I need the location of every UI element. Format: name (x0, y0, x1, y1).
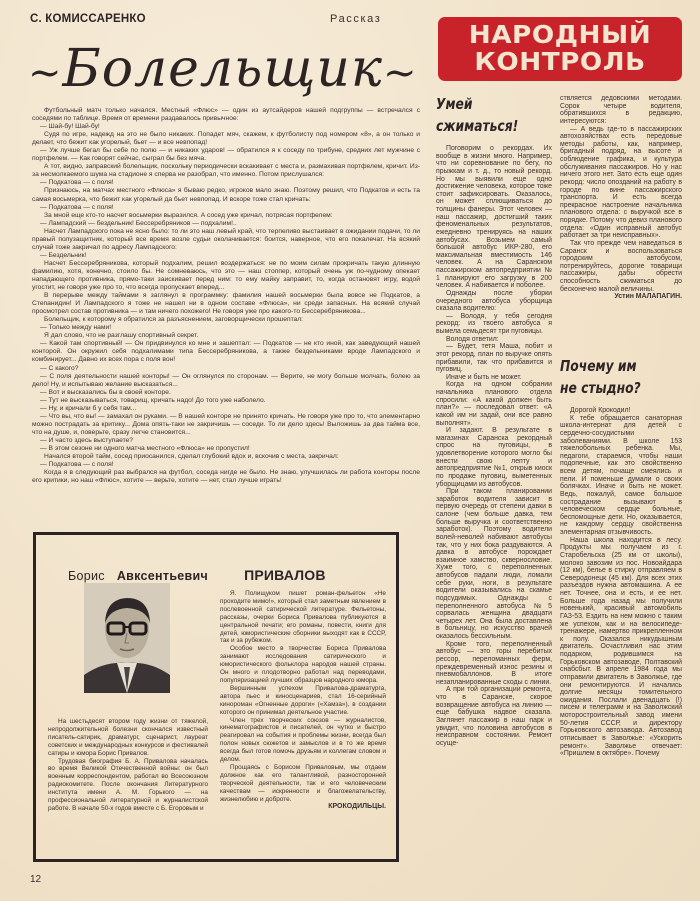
paragraph: — Вот и высказались бы в своей конторе. (40, 388, 171, 396)
story-genre: Рассказ (330, 13, 382, 25)
paragraph: — Будет, тетя Маша, побит и этот рекорд, план по выручке опять прибавили, так что прибавится и пуговиц. (436, 343, 552, 374)
paragraph: Иначе и быть не может. (446, 373, 522, 381)
paragraph: Начался второй тайм, сосед приосанился, сделал глубокий вдох и, вскочив с места, закричал: (44, 453, 339, 461)
article1-signature: Устин МАЛАПАГИН. (614, 293, 682, 301)
paragraph: — С поля деятельности нашей конторы! — Он оглянулся по сторонам. — Верите, не могу больше молчать, болею за дело! Ну, и испытываю желание высказаться... (32, 372, 420, 388)
obituary-signature: КРОКОДИЛЬЦЫ. (328, 803, 386, 811)
paragraph: Когда я в следующий раз выбрался на футбол, соседа нигде не было. Не знаю, улучшилась ли работа конторы после его критики, но наш «Флюс», хотите — верьте, хотите — нет, стал лучше играть! (32, 469, 420, 485)
article1-column-1 (436, 95, 552, 747)
paragraph: Прощаясь с Борисом Приваловым, мы отдаем должное как его талантливой, разносторонней творческой деятельности, так и его человеческим качествам — искренности и благожелательству, жизнелюбию и доброте. (220, 763, 386, 803)
article1-column-1-text (436, 145, 552, 747)
paragraph: — Тут не высказываться, товарищ, кричать надо! До того уже наболело. (40, 396, 266, 404)
story-body (32, 107, 420, 485)
paragraph: Судя по игре, надежд на это не было никаких. Попадет мяч, скажем, к футболисту под номером «8», а он только и делает, что бежит как угорелый, бьет — и все невпопад! (32, 131, 420, 147)
paragraph: Футбольный матч только начался. Местный «Флюс» — один из аутсайдеров нашей подгруппы — встречался с соседями по таблице. Время от времени раздавалось привычное: (32, 107, 420, 123)
obituary-left-column (48, 718, 208, 813)
portrait-photo (84, 583, 170, 693)
paragraph: — Шай-бу! Шай-бу! (40, 123, 100, 131)
paragraph: Насчет Лампадского пока не ясно было: то ли это наш левый край, что терпеливо выстаивает в ожидании подачи, то ли правый полузащитник, который все время возле судьи околачивается: боится, наверное, что его покалечат. На всякий случай тоже закричал по адресу Лампадского: (32, 227, 420, 251)
paragraph: — В этом сезоне ни одного матча местного «Флюса» не пропустил! (40, 444, 250, 452)
story-title-text: Болельщик (62, 39, 383, 99)
paragraph: Поговорим о рекордах. Их вообще в жизни много. Например, что ни соревнование по бегу, по прыжкам и т. д., то новый рекорд. Но мы выявили еще одно достижение человека, которое тоже стоит зафиксировать. Оказалось, он может сплющиваться до толщины фанеры. Этот человек — наш пассажир, достигший таких феноменальных результатов, ежедневно тренируясь на наших автобусах. Возьмем самый большой автобус ИКР-280, его максимальная вместимость 146 человек. А на Саранском пассажирском автопредприятии № 1 планируют его загрузку в 200 человек. А набивается и поболее. (436, 145, 552, 290)
article1-column-2 (560, 95, 682, 301)
obituary-last-name: ПРИВАЛОВ (244, 567, 326, 583)
paragraph: — С какого? (40, 364, 79, 372)
article1-column-2-text (560, 95, 682, 293)
portrait-photo-icon (84, 583, 170, 693)
paragraph: — Только между нами! (40, 324, 112, 332)
page-number: 12 (30, 874, 42, 885)
paragraph: А при той организации ремонта, что в Саранске, скорое возвращение автобуса на линию — еще бабушка надвое сказала. Заглянет пассажир в наш парк и увидит, что половина автобусов в неисправном состоянии. Ремонт осуще- (436, 686, 552, 747)
obituary-box (33, 532, 399, 862)
article1-title-line-2: сжиматься! (436, 117, 519, 135)
story-author: С. КОМИССАРЕНКО (30, 13, 146, 25)
paragraph: Так что прежде чем наведаться в Саранск и воспользоваться городским автобусом, потренируйтесь, дорогие товарищи пассажиры, дабы обрести способность сжиматься до бесконечно малой величины. (560, 239, 682, 293)
article1-title-line-1: Умей (436, 95, 473, 113)
paragraph: И задают. В результате в магазинах Саранска рекордный спрос на пуговицы, в удовлетворение которого могло бы внести свою лепту и автопредприятие №1, открыв киоск по продаже пуговиц, выметенных уборщицами из автобусов. (436, 427, 552, 488)
paragraph: — А ведь где-то в пассажирских автохозяйствах есть передовые методы работы, как, например, бригадный подряд, на высоте и соблюдение графика, и культура обслуживания пассажиров. Но у нас ничего этого нет. Зато есть еще один рекорд: число опозданий на работу в городе по вине пассажирского транспорта. И есть всегда прекрасное настроение начальника планового отдела: с выручкой все в порядке. Потому что девиз планового отдела: «Один исправный автобус работает за три неисправных». (560, 125, 682, 240)
paragraph: Однажды после уборки очередного автобуса уборщица сказала водителю: (436, 289, 552, 313)
article2-text (560, 407, 682, 758)
paragraph: — И часто здесь выступаете? (40, 436, 133, 444)
paragraph: — Подкатова — с поля! (40, 461, 114, 469)
flourish-left-icon: ~ (28, 50, 63, 96)
article2-title-line-1: Почему им (560, 357, 637, 375)
story-title (28, 36, 418, 102)
paragraph: Признаюсь, на матчах местного «Флюса» я бываю редко, игроков мало знаю. Поэтому решил, что Подкатов и есть та самая восьмерка, что бежит как угорелый да бьет невпопад. И вскоре тоже стал кричать: (32, 187, 420, 203)
paragraph: Когда на одном собрании начальника планового отдела спросили: «А какой должен быть план?» — последовал ответ: «А какой им ни задай, они все равно выполнят». (436, 381, 552, 427)
flourish-right-icon: ~ (382, 50, 418, 96)
paragraph: Болельщик, к которому я обратился за разъяснением, заговорщически прошептал: (44, 316, 304, 324)
paragraph: Насчет Бессеребряникова, который подхалим, решил воздержаться: не по моим силам прокричать такую длинную фамилию, хотя, конечно, стоило бы. Не сомневаюсь, что это — наш стоппер, который очень уж по-чудному опекает нападающего противника, прямо-таки заискивает перед ним: то ему майку заправит, то, когда остановят игру, водой угостит, не говоря уже про то, что всегда пропускает вперед... (32, 259, 420, 292)
paragraph: Дорогой Крокодил! (570, 407, 631, 414)
paragraph: — Уж лучше бегал бы себе по полю — и никаких ударов! — обратился я к соседу по трибуне, средних лет мужчине с портфелем. — Как говорят сейчас, сыграл бы без мяча. (32, 147, 420, 163)
paragraph: — Подкатова — с поля! (40, 203, 114, 211)
paragraph: К тебе обращается санаторная школа-интернат для детей с сердечно-сосудистыми заболеваниями. В школе 153 тяжелобольных ребенка. Мы, педагоги, стараемся, чтобы наши подопечные, как это свойственно всем детям, почаще смеялись и пели. И поменьше думали о своих болячках. Иначе и быть не может. Ведь, пожалуй, самое большое сострадание вызывают в человеческом сердце больные, беспомощные дети. Но, оказывается, не каждому сердцу свойственна элементарная отзывчивость. (560, 414, 682, 536)
paragraph: — Какой там спортивный! — Он придвинулся ко мне и зашептал: — Подкатов — не кто иной, как заведующий нашей конторой. Он окружил себя подхалимами типа Бессеребряникова, а также бездельниками вроде Лампадского и комбинирует... Давно их всех пора с поля вон! (32, 340, 420, 364)
obituary-patronymic: Авксентьевич (116, 569, 209, 583)
paragraph: Кроме того, переполненный автобус — это горы перебитых рессор, переломанных ферм, преждевременный износ резины и пневмобаллонов. В итоге незапланированные сходы с линии. (436, 640, 552, 686)
paragraph: В перерыве между таймами я заглянул в программку: фамилия нашей восьмерки была вовсе не Подкатов, а Степанидин! И Лампадского я тоже не нашел ни в одном составе «Флюса», ни среди запасных. На всякий случай просмотрел состав противника — и там ничего похожего! Не говоря уже про какого-то Бессеребряникова... (32, 292, 420, 316)
article2 (560, 357, 682, 758)
paragraph: — Что вы, что вы! — замахал он руками. — В нашей конторе не принято кричать. Не говоря уже про то, что элементарно можно пострадать за критику... Дома опять-таки не закричишь — соседи. То ли дело здесь! Выложишь за два тайма все, что на душе, и, поверьте, сразу легче становится... (32, 412, 420, 436)
paragraph: — Володя, у тебя сегодня рекорд: из твоего автобуса я вымела семьдесят три пуговицы. (436, 312, 552, 335)
paragraph: Я дал слово, что не разглашу спортивный секрет. (44, 332, 199, 340)
paragraph: — Подкатова — с поля! (40, 179, 114, 187)
obituary-right-column (220, 590, 386, 811)
rubric-banner (438, 17, 682, 81)
paragraph: За мной еще кто-то насчет восьмерки выразился. А сосед уже кричал, потрясая портфелем: (44, 211, 333, 219)
obituary-first-name: Борис (68, 569, 105, 583)
rubric-line-2: КОНТРОЛЬ (474, 47, 646, 76)
paragraph: — Ну, и кричали б у себя там... (40, 404, 137, 412)
paragraph: Особое место в творчестве Бориса Привалова занимают исследования сатирического и юмористического фольклора народов нашей страны. Он много и плодотворно работал над переводами, популяризацией лучших образцов народного юмора. (220, 645, 386, 684)
paragraph: Я. Полищуком пишет роман-фельетон «Не проходите мимо!», который стал заметным явлением в послевоенной сатирической литературе. Фельетоны, рассказы, очерки Бориса Привалова публикуются в центральной печати; его романы, повести, книги для детей, юмористические сборники выходят как в СССР, так и за рубежом. (220, 590, 386, 645)
paragraph: Член трех творческих союзов — журналистов, кинематографистов и писателей, он чутко и быстро реагировал на события и проблемы жизни, всегда был полон новых сюжетов и замыслов и в то же время всегда был готов помочь друзьям и коллегам словом и делом. (220, 716, 386, 764)
paragraph: При таком планировании заработок водителя зависит в первую очередь от степени давки в салоне (чем больше давка, тем больше выручка и соответственно заработок). Поэтому водители волей-неволей набивают автобусы так, что у них бока раздуваются. А давка в автобусе порождает взаимное хамство, сквернословие. Хуже того, с переполненных автобусов падали люди, ломали себе руки, ноги, в результате водители оказывались на скамье подсудимых. Однажды с переполненного автобуса №5 сорвалась женщина двадцати четырех лет. Она была доставлена в больницу, но искусство врачей оказалось бессильным. (436, 488, 552, 640)
paragraph: Вершинным успехом Привалова-драматурга, автора пьес и киносценариев, стал 16-серийный кинороман «Огненные дороги» («Хамза»), в создании которого он принимал деятельное участие. (220, 684, 386, 716)
rubric-line-1: НАРОДНЫЙ (468, 20, 652, 49)
paragraph: Трудовая биография Б. А. Привалова началась во время Великой Отечественной войны: он был военным корреспондентом, работал во Всесоюзном радиокомитете. После окончания Литературного института имени А. М. Горького — на профессиональной литературной и журналистской работе. В начале 50-х годов вместе с Б. Егоровым и (48, 757, 208, 812)
obituary-name (68, 567, 398, 583)
paragraph: А тот, видно, заправский болельщик, поскольку периодически вскакивает с места и, размахивая портфелем, кричит. Из-за несмолкаемого шума на стадионе я сперва не разобрал, что именно. Потом прислушался: (32, 163, 420, 179)
paragraph: Наша школа находится в лесу. Продукты мы получаем из г. Старобельска (25 км от школы), молоко завозим из пос. Новоайдара (12 км), белье в стирку отправляем в Северодонецк (45 км). Для всех этих разъездов нужна автомашина. А ее нет. Точнее, она и есть, и ее нет. Больше года назад мы получили новенький, красивый автомобиль ГАЗ-53. Ездить на нем можно с таким же успехом, как и на велосипеде-тренажере, намертво прикрепленном к полу. Оказался никудышным двигатель. Осчастливил нас этим подарком, родившимся на Горьковском автозаводе, Полтавский снабсбыт. В апреле 1984 года мы отправили двигатель в Заволжье, где они ремонтируются. И начались долгие месяцы томительного ожидания. Послали двенадцать (!) писем и телеграмм и на Заволжский моторостроительный завод имени 50-летия СССР, и директору Горьковского автозавода. Автозавод отписывает в Заволжье: «Ускорить ремонт». Заволжье отвечает: «Пришлем в октябре». Почему (560, 536, 682, 758)
article2-title-line-2: не стыдно? (560, 379, 641, 397)
paragraph: Володя ответил: (446, 335, 499, 343)
paragraph: — Бездельник! (40, 251, 87, 259)
paragraph: ствляется дедовскими методами. Сорок четыре водителя, обратившихся в редакцию, интересуются: (560, 95, 682, 125)
paragraph: — Лампадский — бездельник! Бессеребряников — подхалим!.. (40, 219, 237, 227)
paragraph: На шестьдесят втором году жизни от тяжелой, непродолжительной болезни скончался известный писатель-сатирик, драматург, сценарист, лауреат советских и международных конкурсов и фестивалей сатиры и юмора Борис Привалов. (48, 718, 208, 757)
